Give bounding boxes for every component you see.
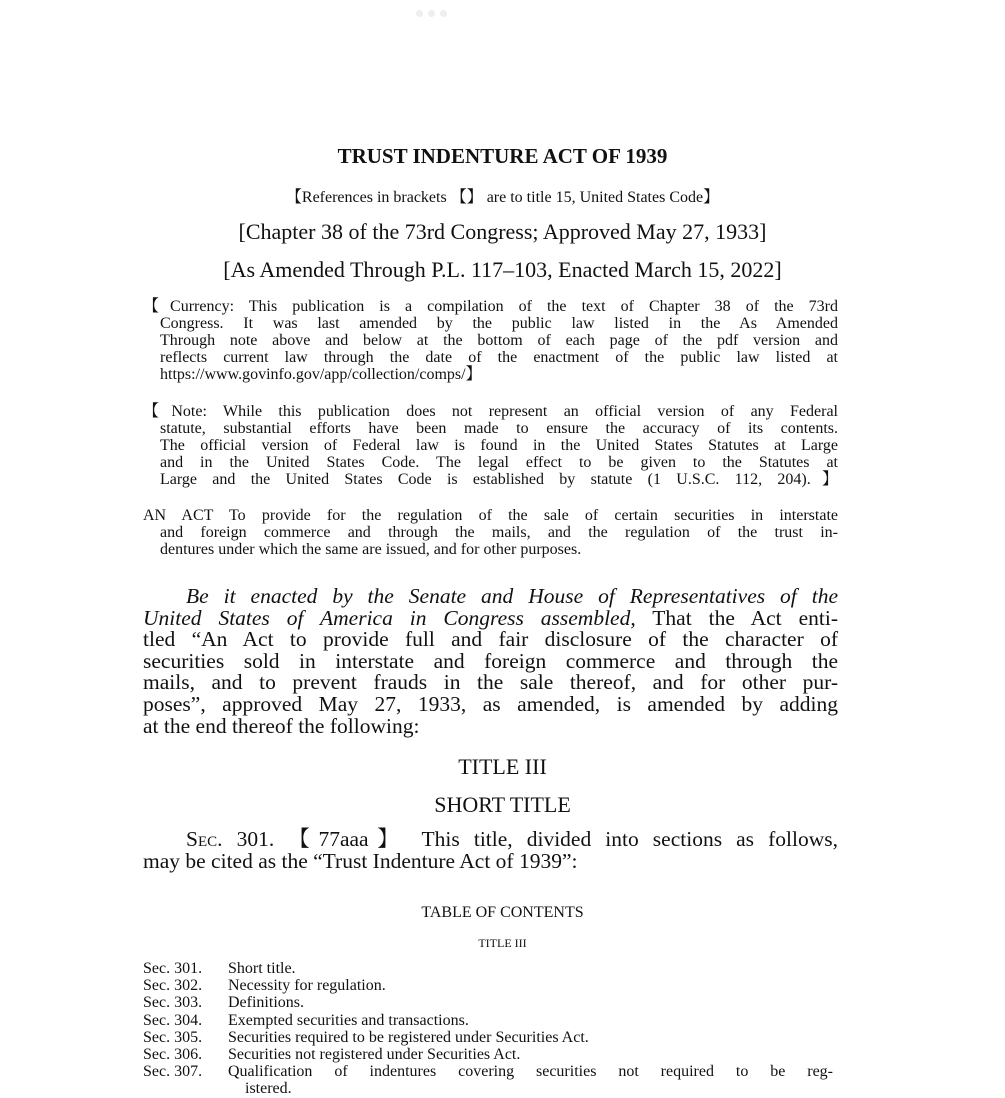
text-line: Large and the United States Code is established by statute (1 U.S.C. 112, 204).】 bbox=[160, 471, 838, 488]
toc-item[interactable] bbox=[143, 960, 833, 977]
text-line: 【Currency: This publication is a compilation of the text of Chapter 38 of the 73rd bbox=[143, 298, 838, 315]
title-heading: TITLE III bbox=[458, 754, 547, 779]
toc-text: Securities not registered under Securities Act. bbox=[228, 1046, 521, 1064]
toc-text: Exempted securities and transactions. bbox=[228, 1011, 469, 1029]
amended-line: [As Amended Through P.L. 117–103, Enacted March 15, 2022] bbox=[223, 257, 782, 282]
text-line: securities sold in interstate and foreign commerce and through the bbox=[143, 648, 838, 673]
text-line: 301. 【77aaa】 This title, divided into sections as follows, bbox=[222, 827, 838, 851]
text-line: Congress. It was last amended by the public law listed in the As Amended bbox=[160, 315, 838, 332]
toc-text: istered. bbox=[245, 1080, 292, 1098]
text-line: dentures under which the same are issued, and for other purposes. bbox=[160, 541, 582, 558]
toc-text: Qualification of indentures covering securities not required to be reg- bbox=[228, 1063, 833, 1081]
toc-text: Short title. bbox=[228, 960, 296, 977]
enacting-clause bbox=[143, 586, 838, 737]
act-purpose bbox=[143, 507, 838, 558]
table-of-contents bbox=[143, 960, 833, 1098]
official-version-note bbox=[143, 403, 838, 488]
toc-number: Sec. 305. bbox=[143, 1028, 203, 1046]
toc-item[interactable] bbox=[143, 1012, 833, 1029]
text-line: 【Note: While this publication does not represent an official version of any Federal bbox=[143, 403, 838, 420]
text-line: statute, substantial efforts have been made to ensure the accuracy of its contents. bbox=[160, 420, 838, 437]
govinfo-link[interactable]: https://www.govinfo.gov/app/collection/comps/】 bbox=[160, 366, 482, 383]
toc-text: Necessity for regulation. bbox=[228, 977, 386, 995]
toc-item[interactable] bbox=[143, 977, 833, 994]
text-line: Be it enacted by the Senate and House of Representatives of the bbox=[186, 584, 838, 608]
toc-number: Sec. 303. bbox=[143, 994, 203, 1012]
section-label: Sec. bbox=[186, 827, 223, 851]
text-line: AN ACT To provide for the regulation of the sale of certain securities in interstate bbox=[143, 507, 838, 524]
toc-subheading: TITLE III bbox=[478, 936, 527, 950]
toc-text: Definitions. bbox=[228, 994, 304, 1012]
section-301 bbox=[143, 829, 838, 872]
text-line: mails, and to prevent frauds in the sale thereof, and for other pur- bbox=[143, 670, 838, 695]
toc-number: Sec. 302. bbox=[143, 977, 203, 995]
text-line: poses”, approved May 27, 1933, as amended, is amended by adding bbox=[143, 691, 838, 716]
toc-item[interactable] bbox=[143, 1029, 833, 1046]
more-options-icon[interactable] bbox=[416, 10, 447, 17]
chapter-line: [Chapter 38 of the 73rd Congress; Approved May 27, 1933] bbox=[238, 219, 767, 244]
short-title-heading: SHORT TITLE bbox=[434, 792, 571, 817]
text-line: United States of America in Congress assembled, bbox=[143, 605, 636, 630]
text-line: That the Act enti- bbox=[635, 605, 838, 630]
toc-number: Sec. 301. bbox=[143, 960, 203, 977]
toc-number: Sec. 306. bbox=[143, 1046, 203, 1064]
toc-item[interactable] bbox=[143, 1046, 833, 1063]
text-line: tled “An Act to provide full and fair disclosure of the character of bbox=[143, 627, 838, 652]
text-line: and in the United States Code. The legal effect to be given to the Statutes at bbox=[160, 454, 838, 471]
text-line: Through note above and below at the bottom of each page of the pdf version and bbox=[160, 332, 838, 349]
document-title: TRUST INDENTURE ACT OF 1939 bbox=[337, 144, 668, 168]
toc-number: Sec. 307. bbox=[143, 1063, 203, 1081]
text-line: The official version of Federal law is found in the United States Statutes at Large bbox=[160, 437, 838, 454]
toc-item[interactable] bbox=[143, 994, 833, 1011]
text-line: reflects current law through the date of the enactment of the public law listed at bbox=[160, 349, 838, 366]
currency-note bbox=[143, 298, 838, 383]
text-line: and foreign commerce and through the mails, and the regulation of the trust in- bbox=[160, 524, 838, 541]
text-line: may be cited as the “Trust Indenture Act of 1939”: bbox=[143, 848, 578, 873]
toc-text: Securities required to be registered under Securities Act. bbox=[228, 1028, 589, 1046]
toc-number: Sec. 304. bbox=[143, 1011, 203, 1029]
toc-heading: TABLE OF CONTENTS bbox=[421, 904, 584, 921]
toc-item[interactable] bbox=[143, 1063, 833, 1080]
references-note: 【References in brackets 【】 are to title 15, United States Code】 bbox=[285, 189, 720, 206]
text-line: at the end thereof the following: bbox=[143, 713, 420, 738]
